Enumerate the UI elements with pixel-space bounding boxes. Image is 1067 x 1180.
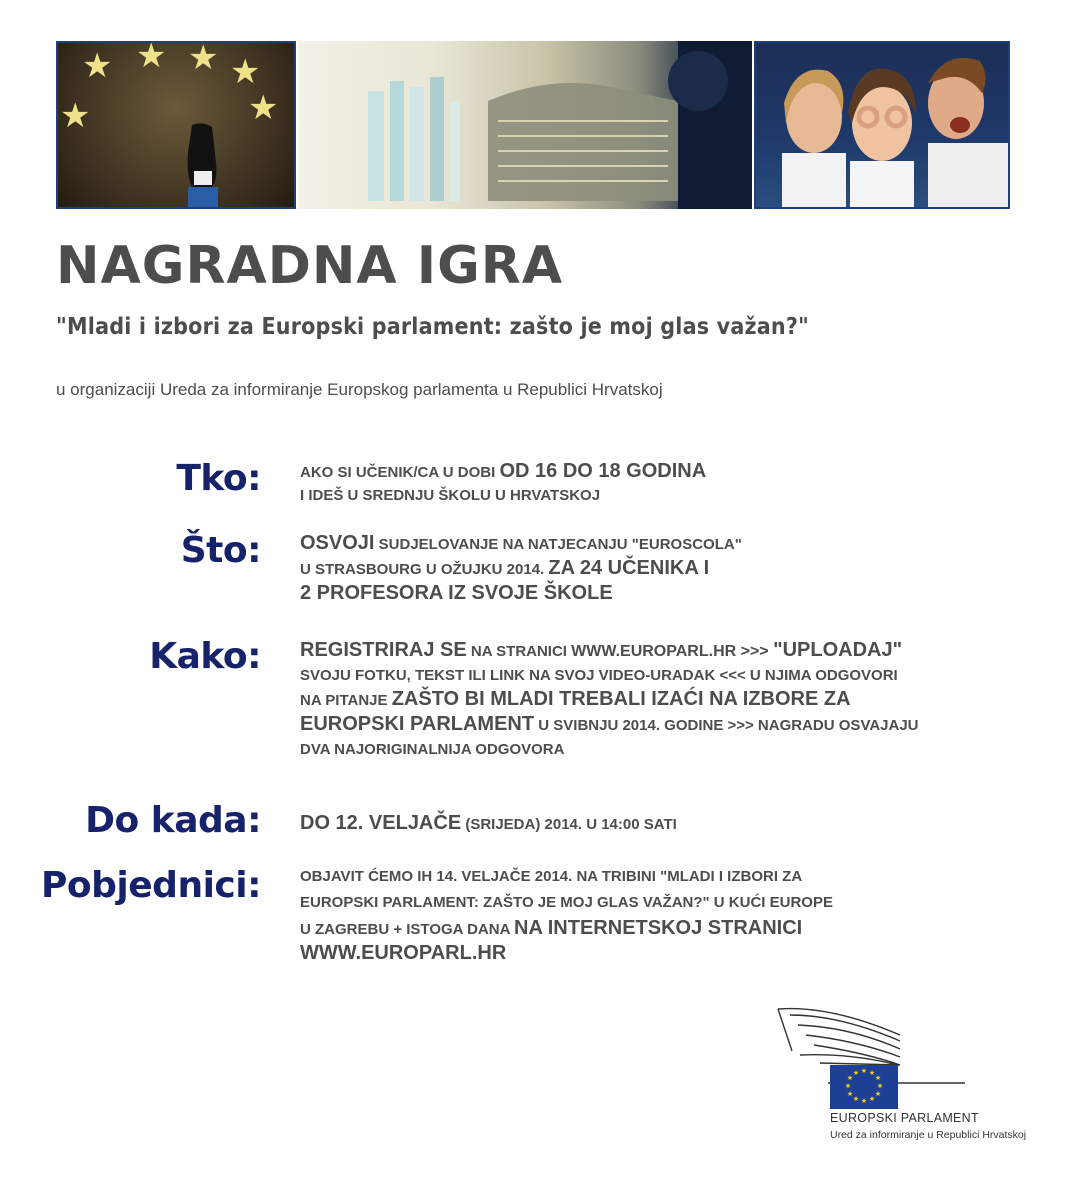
body-line: WWW.EUROPARL.HR — [300, 942, 507, 964]
photo-parliament-building — [298, 41, 752, 209]
body-line — [300, 639, 1030, 662]
body-sto — [300, 532, 1030, 605]
body-line — [300, 460, 1030, 483]
building-icon — [298, 41, 752, 209]
body-line — [300, 713, 1030, 736]
body-kako — [300, 639, 1030, 758]
svg-text:★: ★ — [852, 1095, 860, 1103]
body-tko — [300, 460, 1030, 504]
label-do-kada: Do kada: — [85, 800, 261, 841]
svg-text:★: ★ — [846, 1090, 854, 1098]
svg-text:★: ★ — [852, 1069, 860, 1077]
people-icon — [756, 43, 1008, 207]
text-span: U ZAGREBU + ISTOGA DANA — [300, 921, 515, 938]
photo-eu-stars-feet — [56, 41, 296, 209]
sneaker-icon — [182, 123, 222, 209]
body-line — [300, 812, 1030, 835]
text-span: REGISTRIRAJ SE — [300, 639, 467, 661]
text-span: EUROPSKI PARLAMENT — [300, 713, 535, 735]
svg-text:★: ★ — [868, 1069, 876, 1077]
text-span: ZA 24 UČENIKA I — [548, 557, 710, 579]
header-photo-strip — [56, 41, 1010, 209]
star-icon: ★ — [136, 41, 167, 76]
text-span: OD 16 DO 18 GODINA — [499, 460, 707, 482]
text-span: WWW.EUROPARL.HR >>> — [571, 643, 774, 660]
page-title: NAGRADNA IGRA — [56, 236, 564, 296]
body-pobjednici — [300, 868, 1030, 965]
text-span: (SRIJEDA) 2014. U 14:00 SATI — [461, 816, 677, 833]
body-line: 2 PROFESORA IZ SVOJE ŠKOLE — [300, 582, 613, 604]
svg-text:★: ★ — [868, 1095, 876, 1103]
logo-name: EUROPSKI PARLAMENT — [830, 1111, 979, 1125]
text-span: NA PITANJE — [300, 692, 392, 709]
body-line: SVOJU FOTKU, TEKST ILI LINK NA SVOJ VIDEO-URADAK <<< U NJIMA ODGOVORI — [300, 667, 898, 684]
logo-subtitle: Ured za informiranje u Republici Hrvatskoj — [830, 1129, 1027, 1141]
label-sto: Što: — [180, 530, 261, 571]
svg-text:★: ★ — [876, 1082, 884, 1090]
photo-young-people — [754, 41, 1010, 209]
svg-text:★: ★ — [844, 1082, 852, 1090]
svg-text:★: ★ — [846, 1074, 854, 1082]
body-line — [300, 688, 1030, 711]
star-icon: ★ — [230, 52, 261, 92]
body-line — [300, 917, 1030, 940]
text-span: NA INTERNETSKOJ STRANICI — [514, 917, 803, 939]
svg-text:★: ★ — [874, 1090, 882, 1098]
body-line: I IDEŠ U SREDNJU ŠKOLU U HRVATSKOJ — [300, 487, 601, 504]
star-icon: ★ — [188, 41, 219, 78]
body-line: OBJAVIT ĆEMO IH 14. VELJAČE 2014. NA TRIBINI "MLADI I IZBORI ZA — [300, 868, 803, 885]
star-icon: ★ — [248, 88, 279, 128]
body-do-kada — [300, 812, 1030, 835]
svg-text:★: ★ — [860, 1097, 868, 1105]
text-span: "UPLOADAJ" — [773, 639, 903, 661]
text-span: AKO SI UČENIK/CA U DOBI — [300, 464, 500, 481]
page-subtitle: "Mladi i izbori za Europski parlament: zašto je moj glas važan?" — [56, 314, 810, 340]
text-span: SUDJELOVANJE NA NATJECANJU "EUROSCOLA" — [374, 536, 742, 553]
star-icon: ★ — [82, 46, 113, 86]
text-span: U SVIBNJU 2014. GODINE >>> NAGRADU OSVAJAJU — [534, 717, 919, 734]
body-line: EUROPSKI PARLAMENT: ZAŠTO JE MOJ GLAS VAŽAN?" U KUĆI EUROPE — [300, 894, 833, 911]
svg-text:★: ★ — [860, 1067, 868, 1075]
label-pobjednici: Pobjednici: — [41, 865, 261, 906]
organizer-text: u organizaciji Ureda za informiranje Europskog parlamenta u Republici Hrvatskoj — [56, 380, 663, 399]
text-span: U STRASBOURG U OŽUJKU 2014. — [300, 561, 549, 578]
text-span: OSVOJI — [300, 532, 375, 554]
label-tko: Tko: — [176, 458, 261, 499]
body-line — [300, 557, 1030, 580]
text-span: DO 12. VELJAČE — [300, 812, 462, 834]
body-line: DVA NAJORIGINALNIJA ODGOVORA — [300, 741, 565, 758]
label-kako: Kako: — [149, 636, 261, 677]
text-span: ZAŠTO BI MLADI TREBALI IZAĆI NA IZBORE ZA — [391, 688, 851, 710]
svg-text:★: ★ — [874, 1074, 882, 1082]
text-span: NA STRANICI — [466, 643, 572, 660]
star-icon: ★ — [60, 96, 91, 136]
body-line — [300, 532, 1030, 555]
